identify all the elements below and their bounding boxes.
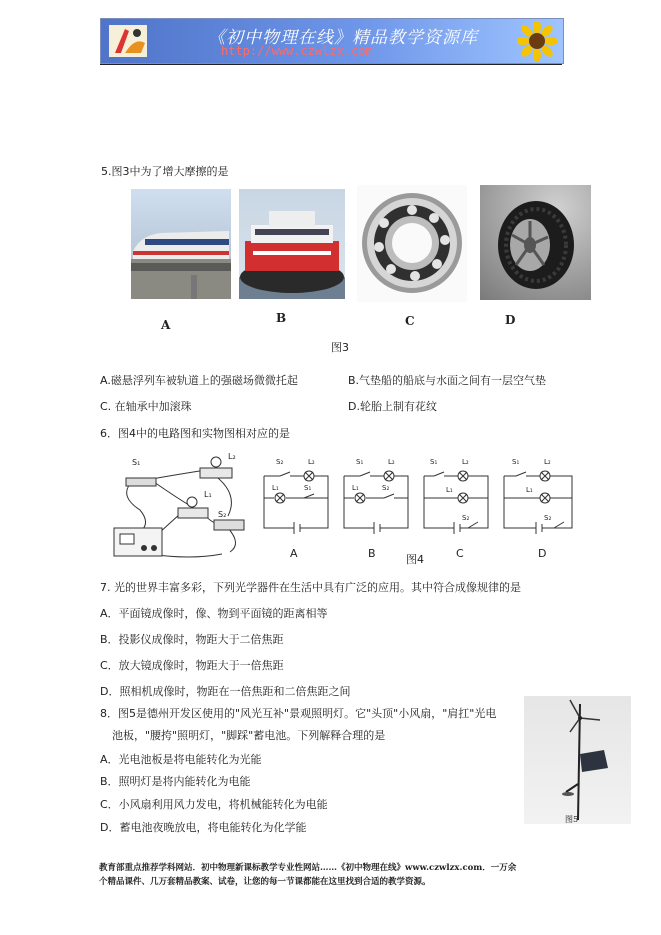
photo-maglev-train — [131, 189, 231, 299]
figure3-caption: 图3 — [331, 341, 349, 354]
circuit-b-label-l2: L₂ — [388, 458, 395, 466]
site-title: 《初中物理在线》精品教学资源库 — [208, 28, 478, 48]
circuit-a — [258, 458, 334, 540]
q6-stem: 6．图4中的电路图和实物图相对应的是 — [100, 427, 290, 440]
q6-label-a: A — [290, 547, 298, 560]
circuit-c-label-s1: S₁ — [430, 458, 438, 466]
circuit-c-label-l1: L₁ — [446, 486, 453, 494]
q7-stem: 7. 光的世界丰富多彩，下列光学器件在生活中具有广泛的应用。其中符合成像规律的是 — [100, 581, 521, 594]
q5-option-a: A.磁悬浮列车被轨道上的强磁场微微托起 — [100, 374, 298, 387]
circuit-d-label-l2: L₂ — [544, 458, 551, 466]
q8-option-a: A．光电池板是将电能转化为光能 — [100, 753, 262, 766]
q7-option-b: B．投影仪成像时，物距大于二倍焦距 — [100, 633, 284, 646]
q5-label-d: D — [505, 313, 516, 327]
circuit-b-label-s1: S₁ — [356, 458, 364, 466]
q5-label-a: A — [161, 318, 171, 332]
circuit-b-label-l1: L₁ — [352, 484, 359, 492]
sunflower-icon — [517, 21, 557, 61]
photo-wind-solar-lamp — [524, 696, 631, 824]
q8-stem-line1: 8．图5是德州开发区使用的"风光互补"景观照明灯。它"头顶"小风扇，"肩扛"光电 — [100, 707, 497, 720]
figure5-caption: 图5 — [565, 815, 579, 824]
q8-stem-line2: 池板，"腰挎"照明灯，"脚踩"蓄电池。下列解释合理的是 — [112, 729, 386, 742]
circuit-a-label-s2: S₂ — [276, 458, 284, 466]
circuit-c — [418, 458, 494, 540]
q6-label-c: C — [456, 547, 464, 560]
circuit-a-label-l1: L₁ — [272, 484, 279, 492]
circuit-b — [338, 458, 414, 540]
q5-option-c: C. 在轴承中加滚珠 — [100, 400, 192, 413]
site-logo — [107, 23, 149, 59]
footer-line1: 教育部重点推荐学科网站．初中物理新课标教学专业性网站……《初中物理在线》www.czwlzx.com．一万余 — [99, 863, 517, 873]
circuit-d-label-l1: L₁ — [526, 486, 533, 494]
header-rule — [100, 64, 562, 65]
phys-label-l1: L₁ — [204, 490, 212, 499]
phys-label-s2: S₂ — [218, 510, 227, 519]
q8-option-c: C．小风扇利用风力发电，将机械能转化为电能 — [100, 798, 328, 811]
q5-option-b: B.气垫船的船底与水面之间有一层空气垫 — [348, 374, 547, 387]
phys-label-l2: L₂ — [228, 452, 236, 461]
q7-option-a: A．平面镜成像时，像、物到平面镜的距离相等 — [100, 607, 328, 620]
q6-label-d: D — [538, 547, 547, 560]
q5-option-d: D.轮胎上制有花纹 — [348, 400, 437, 413]
q7-option-c: C．放大镜成像时，物距大于一倍焦距 — [100, 659, 284, 672]
circuit-a-label-s1: S₁ — [304, 484, 312, 492]
circuit-d-label-s1: S₁ — [512, 458, 520, 466]
circuit-c-label-s2: S₂ — [462, 514, 470, 522]
circuit-c-label-l2: L₂ — [462, 458, 469, 466]
q5-label-b: B — [276, 311, 287, 325]
site-url[interactable]: http://www.czwlzx.com — [221, 44, 373, 58]
q8-option-d: D．蓄电池夜晚放电，将电能转化为化学能 — [100, 821, 307, 834]
photo-tire — [480, 185, 591, 300]
footer-line2: 个精品课件、几万套精品教案、试卷，让您的每一节课都能在这里找到合适的教学资源。 — [99, 877, 431, 887]
q5-stem: 5.图3中为了增大摩擦的是 — [101, 165, 229, 178]
figure4-caption: 图4 — [406, 553, 424, 566]
q8-option-b: B．照明灯是将内能转化为电能 — [100, 775, 251, 788]
photo-hovercraft — [239, 189, 345, 299]
phys-label-s1: S₁ — [132, 458, 141, 467]
circuit-d — [498, 458, 578, 540]
q5-label-c: C — [405, 314, 415, 328]
header-banner — [100, 18, 564, 64]
physical-circuit-diagram — [110, 452, 250, 562]
q7-option-d: D．照相机成像时，物距在一倍焦距和二倍焦距之间 — [100, 685, 351, 698]
circuit-a-label-l2: L₂ — [308, 458, 315, 466]
circuit-b-label-s2: S₂ — [382, 484, 390, 492]
photo-ball-bearing — [357, 185, 467, 302]
circuit-d-label-s2: S₂ — [544, 514, 552, 522]
q6-label-b: B — [368, 547, 376, 560]
